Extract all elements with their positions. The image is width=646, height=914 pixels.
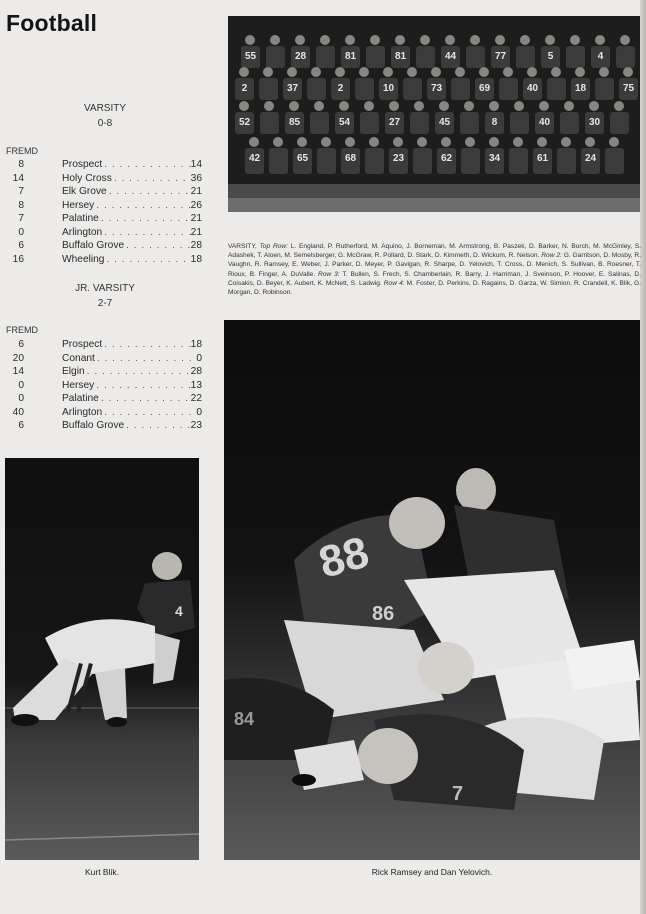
opponent-score: 18	[190, 253, 202, 265]
action-photo-right-image	[224, 320, 640, 860]
fremd-score: 6	[18, 240, 24, 251]
schedule-row	[0, 419, 210, 433]
opponent-name: Prospect	[62, 339, 103, 350]
opponent-score: 0	[196, 352, 202, 364]
team-jersey-number: 37	[286, 83, 299, 94]
left-photo-caption: Kurt Blik.	[84, 867, 119, 877]
opponent-line	[62, 406, 202, 420]
fremd-score: 14	[12, 172, 24, 184]
fremd-score: 0	[18, 379, 24, 391]
page-edge	[640, 0, 646, 914]
caption-row-4-label: Row 4:	[383, 279, 405, 287]
leader-dots	[112, 172, 191, 186]
caption-row-3-label: Row 3:	[317, 270, 340, 278]
fremd-score: 14	[12, 366, 24, 377]
opponent-name: Buffalo Grove	[62, 240, 125, 251]
opponent-score: 23	[190, 420, 202, 431]
opponent-name: Palatine	[62, 213, 99, 224]
right-jersey-number-84: 84	[234, 709, 255, 729]
fremd-score: 8	[18, 199, 24, 211]
fremd-score: 6	[18, 420, 24, 431]
caption-row-1: L. England, P. Rutherford, M. Aquino, J. Borneman, M. Armstrong, B. Paszek, D. Barker, N. Burch, M. McGinley, S. Adashek, T. Aloen, M. Semelsberger, G. McGraw, R. Pollard, D. Stark, D. Kimmeth, D. Wickum, R. Nelson.	[228, 243, 641, 260]
opponent-score: 14	[190, 159, 202, 170]
right-photo-caption: Rick Ramsey and Dan Yelovich.	[371, 867, 493, 877]
opponent-score: 26	[190, 199, 202, 211]
team-jersey-number: 55	[244, 51, 257, 62]
team-jersey-number: 65	[296, 153, 309, 164]
leader-dots	[102, 158, 190, 172]
opponent-line	[62, 239, 202, 253]
opponent-line	[62, 338, 202, 352]
varsity-record: 0-8	[97, 118, 113, 129]
jv-fremd-label: FREMD	[6, 325, 38, 335]
team-jersey-number: 81	[344, 51, 357, 62]
team-jersey-number: 45	[438, 117, 451, 128]
team-jersey-number: 8	[491, 117, 498, 128]
team-jersey-number: 44	[444, 51, 457, 62]
opponent-line	[62, 212, 202, 226]
opponent-name: Wheeling	[62, 253, 105, 265]
varsity-heading-block	[70, 101, 140, 131]
fremd-score: 40	[12, 406, 24, 418]
schedule-row	[0, 365, 210, 379]
opponent-score: 0	[196, 406, 202, 418]
schedule-row	[0, 352, 210, 366]
team-jersey-number: 18	[574, 83, 587, 94]
leader-dots	[85, 365, 191, 379]
team-jersey-number: 2	[241, 83, 248, 94]
opponent-score: 21	[190, 213, 202, 224]
caption-row-2: G. Garritson, D. Mosby, R. Vaughn, R. Ramsey, E. Weber, J. Parker, D. Meyer, P. Gavigan, R. Sharpe, D. Yelovich, T. Cross, D. Menich, S. Sullivan, B. Roesner, T. Rioux, B. Finger, A. DuValle.	[228, 252, 641, 278]
schedule-row	[0, 253, 210, 267]
opponent-line	[62, 199, 202, 213]
opponent-line	[62, 392, 202, 406]
jv-record: 2-7	[97, 298, 113, 309]
team-jersey-number: 40	[526, 83, 539, 94]
team-jersey-number: 52	[238, 117, 251, 128]
team-jersey-number: 28	[294, 51, 307, 62]
opponent-line	[62, 419, 202, 433]
team-jersey-number: 62	[440, 153, 453, 164]
opponent-line	[62, 158, 202, 172]
fremd-score: 0	[18, 226, 24, 238]
varsity-heading: VARSITY	[83, 103, 127, 114]
opponent-name: Elgin	[62, 366, 85, 377]
team-jersey-number: 54	[338, 117, 351, 128]
caption-row-4: M. Foster, D. Perkins, D. Ragains, D. Garza, W. Simion, R. Crandell, K. Blik, G. Morgan, D. Robinson.	[228, 279, 641, 297]
team-jersey-number: 23	[392, 153, 405, 164]
opponent-score: 28	[190, 240, 202, 251]
schedule-row	[0, 212, 210, 226]
opponent-name: Buffalo Grove	[62, 420, 125, 431]
opponent-score: 21	[190, 226, 202, 238]
opponent-name: Holy Cross	[62, 172, 112, 184]
opponent-name: Prospect	[62, 159, 103, 170]
team-jersey-number: 5	[547, 51, 554, 62]
team-jersey-number: 81	[394, 51, 407, 62]
schedule-row	[0, 158, 210, 172]
jv-heading: JR. VARSITY	[75, 283, 135, 294]
opponent-score: 21	[190, 186, 202, 197]
fremd-score: 16	[12, 253, 24, 265]
team-jersey-number: 27	[388, 117, 401, 128]
schedule-row	[0, 379, 210, 393]
team-jersey-number: 40	[538, 117, 551, 128]
leader-dots	[102, 338, 190, 352]
team-jersey-number: 68	[344, 153, 357, 164]
fremd-score: 7	[18, 186, 24, 197]
opponent-name: Conant	[62, 352, 95, 364]
team-jersey-number: 42	[248, 153, 261, 164]
right-jersey-number-86: 86	[372, 603, 395, 625]
team-photo-image	[228, 16, 640, 212]
opponent-line	[62, 226, 202, 240]
fremd-score: 7	[18, 213, 24, 224]
team-jersey-number: 4	[597, 51, 604, 62]
leader-dots	[124, 239, 191, 253]
team-photo	[228, 16, 640, 212]
fremd-score: 0	[18, 393, 24, 404]
opponent-line	[62, 365, 202, 379]
leader-dots	[94, 379, 190, 393]
team-jersey-number: 30	[588, 117, 601, 128]
opponent-line	[62, 352, 202, 366]
action-photo-right	[224, 320, 640, 860]
opponent-score: 18	[190, 339, 202, 350]
team-jersey-number: 34	[488, 153, 501, 164]
page-title: Football	[6, 10, 98, 36]
team-jersey-number: 24	[584, 153, 597, 164]
opponent-score: 36	[190, 172, 202, 184]
leader-dots	[99, 392, 191, 406]
team-photo-caption	[228, 242, 641, 297]
schedule-row	[0, 338, 210, 352]
schedule-row	[0, 406, 210, 420]
schedule-row	[0, 392, 210, 406]
leader-dots	[94, 199, 190, 213]
team-jersey-number: 61	[536, 153, 549, 164]
schedule-row	[0, 185, 210, 199]
opponent-line	[62, 253, 202, 267]
team-jersey-number: 69	[478, 83, 491, 94]
team-jersey-number: 73	[430, 83, 443, 94]
action-photo-left	[5, 458, 199, 860]
team-jersey-number: 77	[494, 51, 507, 62]
opponent-name: Hersey	[62, 199, 95, 211]
opponent-name: Arlington	[62, 226, 103, 238]
opponent-line	[62, 185, 202, 199]
schedule-row	[0, 226, 210, 240]
opponent-name: Elk Grove	[62, 186, 107, 197]
leader-dots	[107, 185, 191, 199]
team-jersey-number: 10	[382, 83, 395, 94]
opponent-score: 22	[190, 393, 202, 404]
jv-schedule	[0, 338, 210, 433]
leader-dots	[102, 406, 196, 420]
caption-row-3: T. Bullen, S. Frech, S. Chamberlain, R. Barry, J. Harriman, J. Sveinson, P. Hoover, E. Salinas, D. Coisakis, D. Beyer, K. Aubert, K. McNett, S. Ladwig.	[228, 270, 641, 287]
caption-row-2-label: Row 2:	[541, 252, 562, 260]
right-jersey-number-88: 88	[313, 527, 374, 588]
opponent-score: 13	[190, 379, 202, 391]
leader-dots	[102, 226, 190, 240]
leader-dots	[95, 352, 196, 366]
caption-row-1-label: Top Row:	[259, 243, 288, 250]
leader-dots	[124, 419, 191, 433]
schedule-row	[0, 172, 210, 186]
opponent-score: 28	[190, 366, 202, 377]
action-photo-left-image	[5, 458, 199, 860]
jv-heading-block	[65, 281, 145, 311]
caption-lead: VARSITY,	[228, 243, 260, 250]
team-jersey-number: 85	[288, 117, 301, 128]
opponent-line	[62, 172, 202, 186]
schedule-row	[0, 199, 210, 213]
team-jersey-number: 2	[337, 83, 344, 94]
fremd-score: 20	[12, 352, 24, 364]
opponent-name: Arlington	[62, 406, 103, 418]
left-jersey-number: 4	[175, 603, 183, 619]
right-jersey-number-7: 7	[452, 783, 464, 805]
opponent-name: Palatine	[62, 393, 99, 404]
fremd-score: 8	[18, 159, 24, 170]
schedule-row	[0, 239, 210, 253]
varsity-schedule	[0, 158, 210, 266]
fremd-score: 6	[18, 339, 24, 350]
opponent-line	[62, 379, 202, 393]
opponent-name: Hersey	[62, 379, 95, 391]
leader-dots	[104, 253, 190, 267]
team-jersey-number: 75	[622, 83, 635, 94]
varsity-fremd-label: FREMD	[6, 146, 38, 156]
leader-dots	[99, 212, 191, 226]
